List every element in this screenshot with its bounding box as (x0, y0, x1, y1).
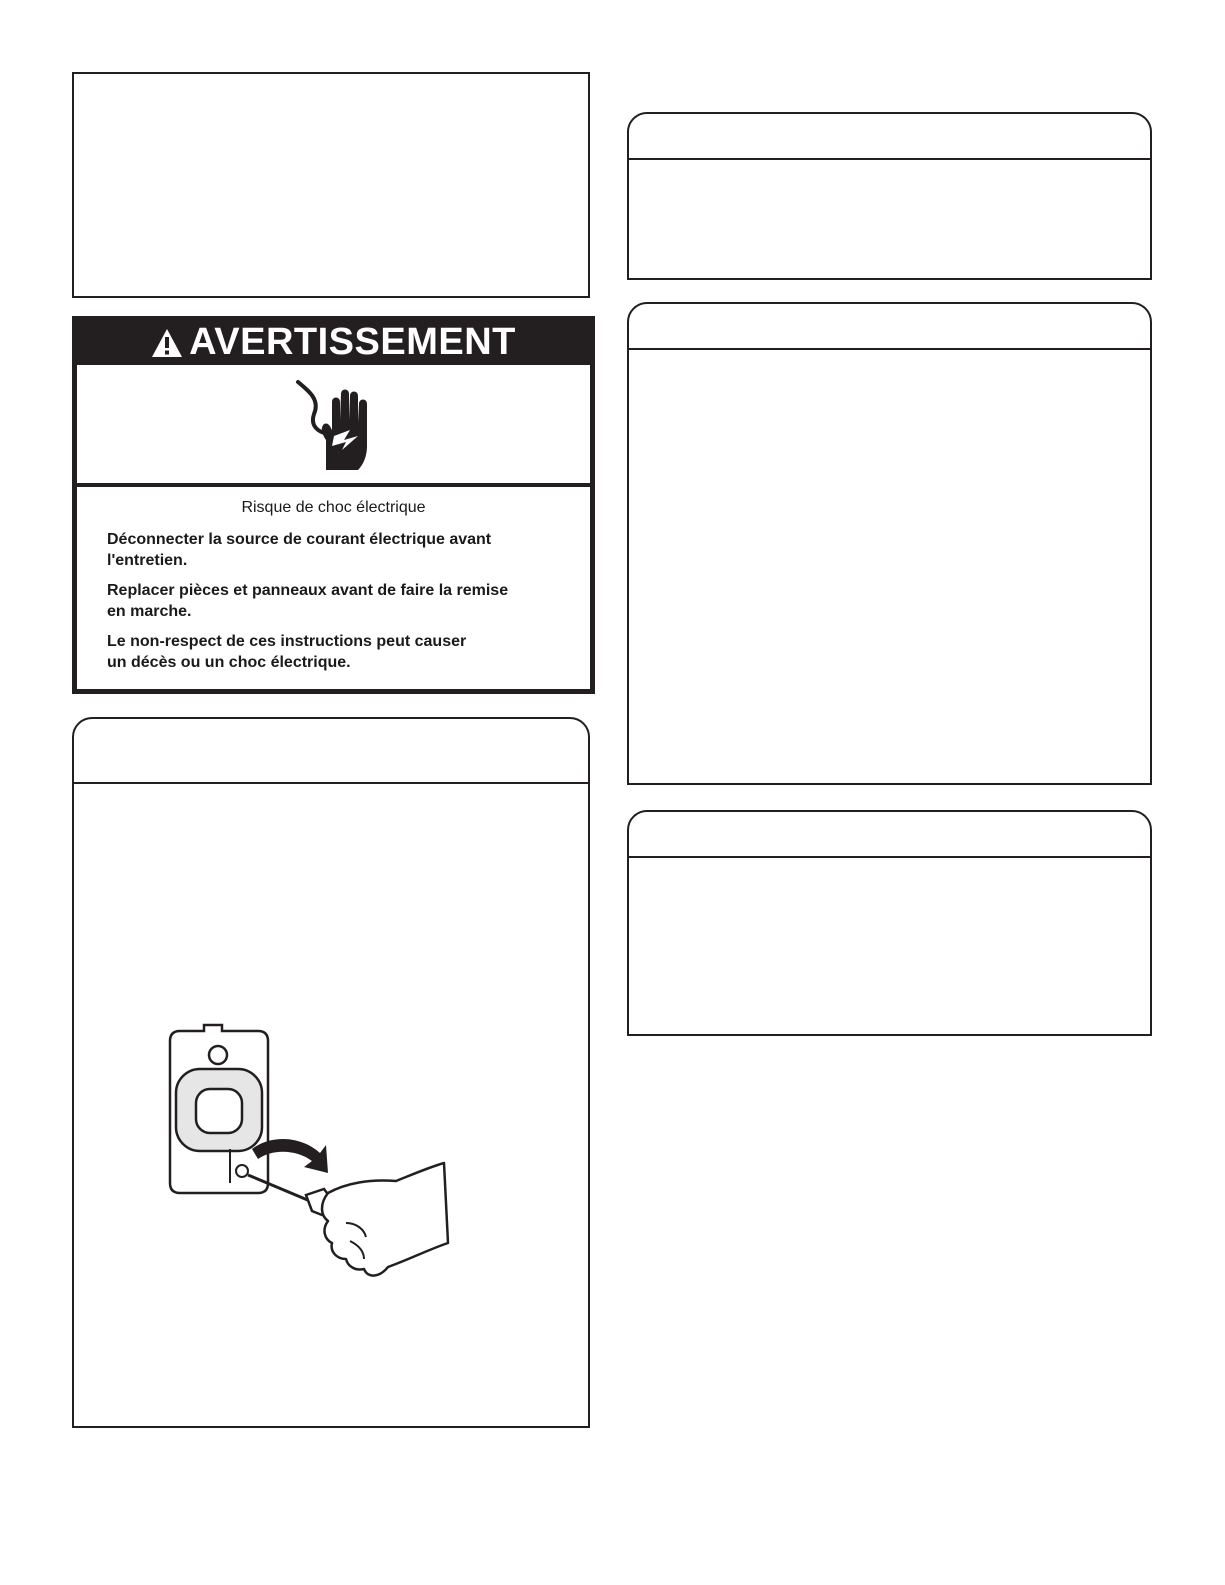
warning-panel (72, 316, 595, 694)
right-box-2 (627, 302, 1152, 785)
right-box-3 (627, 810, 1152, 1036)
warning-icon-area (77, 365, 590, 483)
tab-divider (74, 782, 588, 784)
warning-subtitle: Risque de choc électrique (241, 499, 426, 516)
terminal-block-cover-screwdriver-illustration (160, 1023, 450, 1299)
bottom-left-box (72, 717, 590, 1428)
electrical-shock-hand-icon (284, 374, 384, 474)
warning-triangle-icon (151, 328, 183, 358)
warning-line-consequence: Le non-respect de ces instructions peut causer un décès ou un choc électrique. (107, 633, 467, 671)
warning-text-area (77, 487, 590, 689)
warning-header (75, 319, 592, 365)
warning-line-replace-parts: Replacer pièces et panneaux avant de faire la remise en marche. (107, 582, 509, 620)
tab-divider (629, 856, 1150, 858)
right-box-1 (627, 112, 1152, 280)
warning-line-disconnect: Déconnecter la source de courant électrique avant l'entretien. (107, 531, 492, 569)
tab-divider (629, 158, 1150, 160)
warning-title: AVERTISSEMENT (189, 321, 516, 363)
top-left-box (72, 72, 590, 298)
tab-divider (629, 348, 1150, 350)
